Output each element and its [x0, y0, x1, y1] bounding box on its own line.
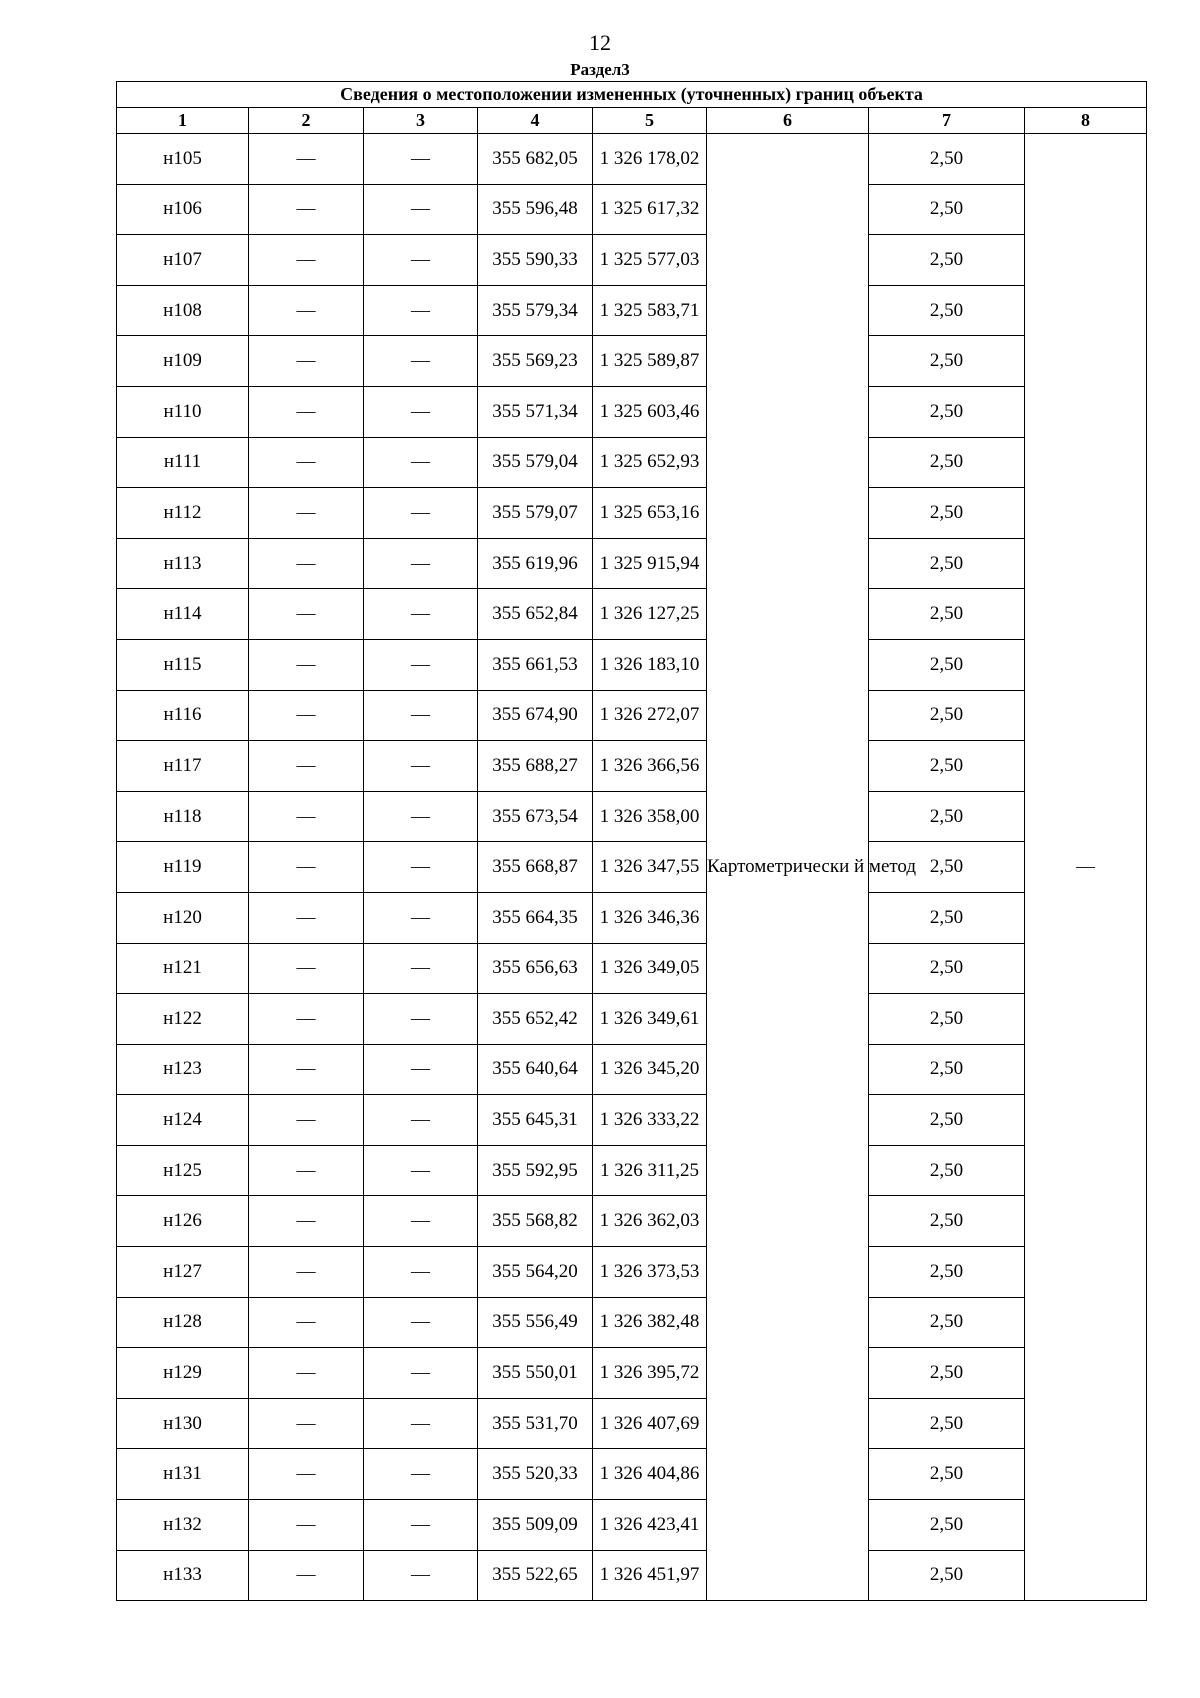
point-name-cell: н111 — [117, 437, 249, 488]
y-coordinate-cell: 1 326 346,36 — [593, 892, 707, 943]
column-number: 2 — [249, 108, 364, 134]
precision-cell: 2,50 — [869, 994, 1025, 1045]
table-row — [117, 386, 1147, 437]
x-coordinate-cell: 355 688,27 — [478, 741, 593, 792]
precision-cell: 2,50 — [869, 1044, 1025, 1095]
col3-dash-cell: — — [364, 690, 478, 741]
y-coordinate-cell: 1 325 603,46 — [593, 386, 707, 437]
y-coordinate-cell: 1 325 915,94 — [593, 538, 707, 589]
table-row — [117, 336, 1147, 387]
col2-dash-cell: — — [249, 235, 364, 286]
point-name-cell: н112 — [117, 488, 249, 539]
x-coordinate-cell: 355 619,96 — [478, 538, 593, 589]
col2-dash-cell: — — [249, 943, 364, 994]
col2-dash-cell: — — [249, 386, 364, 437]
col3-dash-cell: — — [364, 336, 478, 387]
x-coordinate-cell: 355 652,84 — [478, 589, 593, 640]
col2-dash-cell: — — [249, 791, 364, 842]
table-row — [117, 639, 1147, 690]
boundary-coordinates-table — [116, 81, 1147, 1601]
table-caption: Сведения о местоположении измененных (уточненных) границ объекта — [117, 82, 1147, 108]
column-number: 3 — [364, 108, 478, 134]
table-row — [117, 1297, 1147, 1348]
col3-dash-cell: — — [364, 538, 478, 589]
col3-dash-cell: — — [364, 741, 478, 792]
table-row — [117, 1550, 1147, 1601]
point-name-cell: н116 — [117, 690, 249, 741]
x-coordinate-cell: 355 522,65 — [478, 1550, 593, 1601]
precision-cell: 2,50 — [869, 791, 1025, 842]
col3-dash-cell: — — [364, 1297, 478, 1348]
x-coordinate-cell: 355 564,20 — [478, 1247, 593, 1298]
precision-cell: 2,50 — [869, 285, 1025, 336]
precision-cell: 2,50 — [869, 235, 1025, 286]
col3-dash-cell: — — [364, 994, 478, 1045]
x-coordinate-cell: 355 640,64 — [478, 1044, 593, 1095]
point-name-cell: н107 — [117, 235, 249, 286]
col3-dash-cell: — — [364, 1449, 478, 1500]
x-coordinate-cell: 355 550,01 — [478, 1348, 593, 1399]
y-coordinate-cell: 1 326 272,07 — [593, 690, 707, 741]
precision-cell: 2,50 — [869, 1550, 1025, 1601]
col3-dash-cell: — — [364, 285, 478, 336]
y-coordinate-cell: 1 326 127,25 — [593, 589, 707, 640]
col2-dash-cell: — — [249, 1095, 364, 1146]
column-number: 1 — [117, 108, 249, 134]
col2-dash-cell: — — [249, 1044, 364, 1095]
table-row — [117, 1044, 1147, 1095]
table-row — [117, 1398, 1147, 1449]
table-row — [117, 690, 1147, 741]
y-coordinate-cell: 1 326 423,41 — [593, 1500, 707, 1551]
col3-dash-cell: — — [364, 1348, 478, 1399]
table-body — [117, 134, 1147, 1601]
y-coordinate-cell: 1 326 407,69 — [593, 1398, 707, 1449]
table-row — [117, 1196, 1147, 1247]
col2-dash-cell: — — [249, 184, 364, 235]
x-coordinate-cell: 355 664,35 — [478, 892, 593, 943]
table-row — [117, 1095, 1147, 1146]
point-name-cell: н125 — [117, 1145, 249, 1196]
precision-cell: 2,50 — [869, 538, 1025, 589]
y-coordinate-cell: 1 325 653,16 — [593, 488, 707, 539]
point-name-cell: н129 — [117, 1348, 249, 1399]
table-row — [117, 1247, 1147, 1298]
table-row — [117, 994, 1147, 1045]
y-coordinate-cell: 1 326 345,20 — [593, 1044, 707, 1095]
point-name-cell: н119 — [117, 842, 249, 893]
table-row — [117, 589, 1147, 640]
column-number: 8 — [1025, 108, 1147, 134]
point-name-cell: н117 — [117, 741, 249, 792]
column-number: 6 — [707, 108, 869, 134]
col2-dash-cell: — — [249, 538, 364, 589]
table-row — [117, 1348, 1147, 1399]
point-name-cell: н115 — [117, 639, 249, 690]
point-name-cell: н105 — [117, 134, 249, 185]
point-name-cell: н132 — [117, 1500, 249, 1551]
point-name-cell: н126 — [117, 1196, 249, 1247]
point-name-cell: н114 — [117, 589, 249, 640]
col3-dash-cell: — — [364, 589, 478, 640]
y-coordinate-cell: 1 326 311,25 — [593, 1145, 707, 1196]
x-coordinate-cell: 355 571,34 — [478, 386, 593, 437]
x-coordinate-cell: 355 682,05 — [478, 134, 593, 185]
x-coordinate-cell: 355 661,53 — [478, 639, 593, 690]
col2-dash-cell: — — [249, 1297, 364, 1348]
point-name-cell: н127 — [117, 1247, 249, 1298]
precision-cell: 2,50 — [869, 336, 1025, 387]
precision-cell: 2,50 — [869, 1095, 1025, 1146]
table-row — [117, 741, 1147, 792]
column-number-row — [117, 108, 1147, 134]
table-row — [117, 235, 1147, 286]
col3-dash-cell: — — [364, 943, 478, 994]
col3-dash-cell: — — [364, 134, 478, 185]
precision-cell: 2,50 — [869, 1297, 1025, 1348]
col3-dash-cell: — — [364, 791, 478, 842]
precision-cell: 2,50 — [869, 1196, 1025, 1247]
col3-dash-cell: — — [364, 437, 478, 488]
y-coordinate-cell: 1 326 183,10 — [593, 639, 707, 690]
point-name-cell: н110 — [117, 386, 249, 437]
col2-dash-cell: — — [249, 994, 364, 1045]
precision-cell: 2,50 — [869, 437, 1025, 488]
y-coordinate-cell: 1 326 349,05 — [593, 943, 707, 994]
table-row — [117, 1449, 1147, 1500]
point-name-cell: н113 — [117, 538, 249, 589]
precision-cell: 2,50 — [869, 1348, 1025, 1399]
y-coordinate-cell: 1 326 178,02 — [593, 134, 707, 185]
col3-dash-cell: — — [364, 1550, 478, 1601]
point-name-cell: н131 — [117, 1449, 249, 1500]
x-coordinate-cell: 355 568,82 — [478, 1196, 593, 1247]
col3-dash-cell: — — [364, 488, 478, 539]
col2-dash-cell: — — [249, 589, 364, 640]
col3-dash-cell: — — [364, 1500, 478, 1551]
precision-cell: 2,50 — [869, 589, 1025, 640]
col3-dash-cell: — — [364, 1145, 478, 1196]
col3-dash-cell: — — [364, 842, 478, 893]
x-coordinate-cell: 355 556,49 — [478, 1297, 593, 1348]
col8-dash-cell: — — [1025, 134, 1147, 1601]
precision-cell: 2,50 — [869, 184, 1025, 235]
x-coordinate-cell: 355 509,09 — [478, 1500, 593, 1551]
col2-dash-cell: — — [249, 690, 364, 741]
x-coordinate-cell: 355 579,07 — [478, 488, 593, 539]
precision-cell: 2,50 — [869, 1145, 1025, 1196]
col2-dash-cell: — — [249, 741, 364, 792]
y-coordinate-cell: 1 326 366,56 — [593, 741, 707, 792]
table-row — [117, 1145, 1147, 1196]
y-coordinate-cell: 1 326 395,72 — [593, 1348, 707, 1399]
y-coordinate-cell: 1 325 652,93 — [593, 437, 707, 488]
precision-cell: 2,50 — [869, 488, 1025, 539]
y-coordinate-cell: 1 326 347,55 — [593, 842, 707, 893]
col2-dash-cell: — — [249, 437, 364, 488]
col2-dash-cell: — — [249, 892, 364, 943]
point-name-cell: н109 — [117, 336, 249, 387]
point-name-cell: н121 — [117, 943, 249, 994]
col2-dash-cell: — — [249, 1550, 364, 1601]
table-row — [117, 791, 1147, 842]
point-name-cell: н124 — [117, 1095, 249, 1146]
y-coordinate-cell: 1 326 382,48 — [593, 1297, 707, 1348]
y-coordinate-cell: 1 325 583,71 — [593, 285, 707, 336]
precision-cell: 2,50 — [869, 690, 1025, 741]
x-coordinate-cell: 355 668,87 — [478, 842, 593, 893]
x-coordinate-cell: 355 656,63 — [478, 943, 593, 994]
col3-dash-cell: — — [364, 386, 478, 437]
col3-dash-cell: — — [364, 892, 478, 943]
y-coordinate-cell: 1 326 358,00 — [593, 791, 707, 842]
precision-cell: 2,50 — [869, 1500, 1025, 1551]
point-name-cell: н133 — [117, 1550, 249, 1601]
col2-dash-cell: — — [249, 842, 364, 893]
y-coordinate-cell: 1 325 589,87 — [593, 336, 707, 387]
col2-dash-cell: — — [249, 1398, 364, 1449]
x-coordinate-cell: 355 674,90 — [478, 690, 593, 741]
precision-cell: 2,50 — [869, 842, 1025, 893]
col3-dash-cell: — — [364, 1247, 478, 1298]
table-row — [117, 488, 1147, 539]
section-label: Раздел3 — [570, 60, 630, 79]
page-number: 12 — [589, 30, 611, 55]
x-coordinate-cell: 355 596,48 — [478, 184, 593, 235]
precision-cell: 2,50 — [869, 386, 1025, 437]
col3-dash-cell: — — [364, 235, 478, 286]
column-number: 7 — [869, 108, 1025, 134]
point-name-cell: н118 — [117, 791, 249, 842]
y-coordinate-cell: 1 326 404,86 — [593, 1449, 707, 1500]
x-coordinate-cell: 355 520,33 — [478, 1449, 593, 1500]
point-name-cell: н108 — [117, 285, 249, 336]
col2-dash-cell: — — [249, 134, 364, 185]
precision-cell: 2,50 — [869, 943, 1025, 994]
column-number: 5 — [593, 108, 707, 134]
y-coordinate-cell: 1 326 451,97 — [593, 1550, 707, 1601]
table-row — [117, 184, 1147, 235]
precision-cell: 2,50 — [869, 892, 1025, 943]
precision-cell: 2,50 — [869, 741, 1025, 792]
x-coordinate-cell: 355 673,54 — [478, 791, 593, 842]
col2-dash-cell: — — [249, 488, 364, 539]
point-name-cell: н123 — [117, 1044, 249, 1095]
point-name-cell: н130 — [117, 1398, 249, 1449]
method-cell: Картометрически й метод — [707, 134, 869, 1601]
x-coordinate-cell: 355 531,70 — [478, 1398, 593, 1449]
y-coordinate-cell: 1 325 617,32 — [593, 184, 707, 235]
table-row — [117, 285, 1147, 336]
table-row — [117, 1500, 1147, 1551]
col3-dash-cell: — — [364, 1398, 478, 1449]
col2-dash-cell: — — [249, 1348, 364, 1399]
precision-cell: 2,50 — [869, 639, 1025, 690]
y-coordinate-cell: 1 326 333,22 — [593, 1095, 707, 1146]
col2-dash-cell: — — [249, 336, 364, 387]
y-coordinate-cell: 1 326 349,61 — [593, 994, 707, 1045]
table-row — [117, 134, 1147, 185]
precision-cell: 2,50 — [869, 1449, 1025, 1500]
precision-cell: 2,50 — [869, 1398, 1025, 1449]
x-coordinate-cell: 355 579,34 — [478, 285, 593, 336]
x-coordinate-cell: 355 652,42 — [478, 994, 593, 1045]
col2-dash-cell: — — [249, 639, 364, 690]
col2-dash-cell: — — [249, 1145, 364, 1196]
col3-dash-cell: — — [364, 1044, 478, 1095]
col3-dash-cell: — — [364, 1095, 478, 1146]
col3-dash-cell: — — [364, 184, 478, 235]
x-coordinate-cell: 355 569,23 — [478, 336, 593, 387]
point-name-cell: н120 — [117, 892, 249, 943]
point-name-cell: н106 — [117, 184, 249, 235]
col2-dash-cell: — — [249, 285, 364, 336]
col2-dash-cell: — — [249, 1500, 364, 1551]
col2-dash-cell: — — [249, 1449, 364, 1500]
y-coordinate-cell: 1 326 373,53 — [593, 1247, 707, 1298]
table-row — [117, 943, 1147, 994]
col3-dash-cell: — — [364, 639, 478, 690]
col2-dash-cell: — — [249, 1247, 364, 1298]
y-coordinate-cell: 1 326 362,03 — [593, 1196, 707, 1247]
point-name-cell: н122 — [117, 994, 249, 1045]
col3-dash-cell: — — [364, 1196, 478, 1247]
x-coordinate-cell: 355 592,95 — [478, 1145, 593, 1196]
table-row — [117, 892, 1147, 943]
x-coordinate-cell: 355 579,04 — [478, 437, 593, 488]
table-row — [117, 538, 1147, 589]
table-row — [117, 437, 1147, 488]
point-name-cell: н128 — [117, 1297, 249, 1348]
x-coordinate-cell: 355 645,31 — [478, 1095, 593, 1146]
precision-cell: 2,50 — [869, 1247, 1025, 1298]
precision-cell: 2,50 — [869, 134, 1025, 185]
x-coordinate-cell: 355 590,33 — [478, 235, 593, 286]
y-coordinate-cell: 1 325 577,03 — [593, 235, 707, 286]
col2-dash-cell: — — [249, 1196, 364, 1247]
column-number: 4 — [478, 108, 593, 134]
table-row — [117, 842, 1147, 893]
